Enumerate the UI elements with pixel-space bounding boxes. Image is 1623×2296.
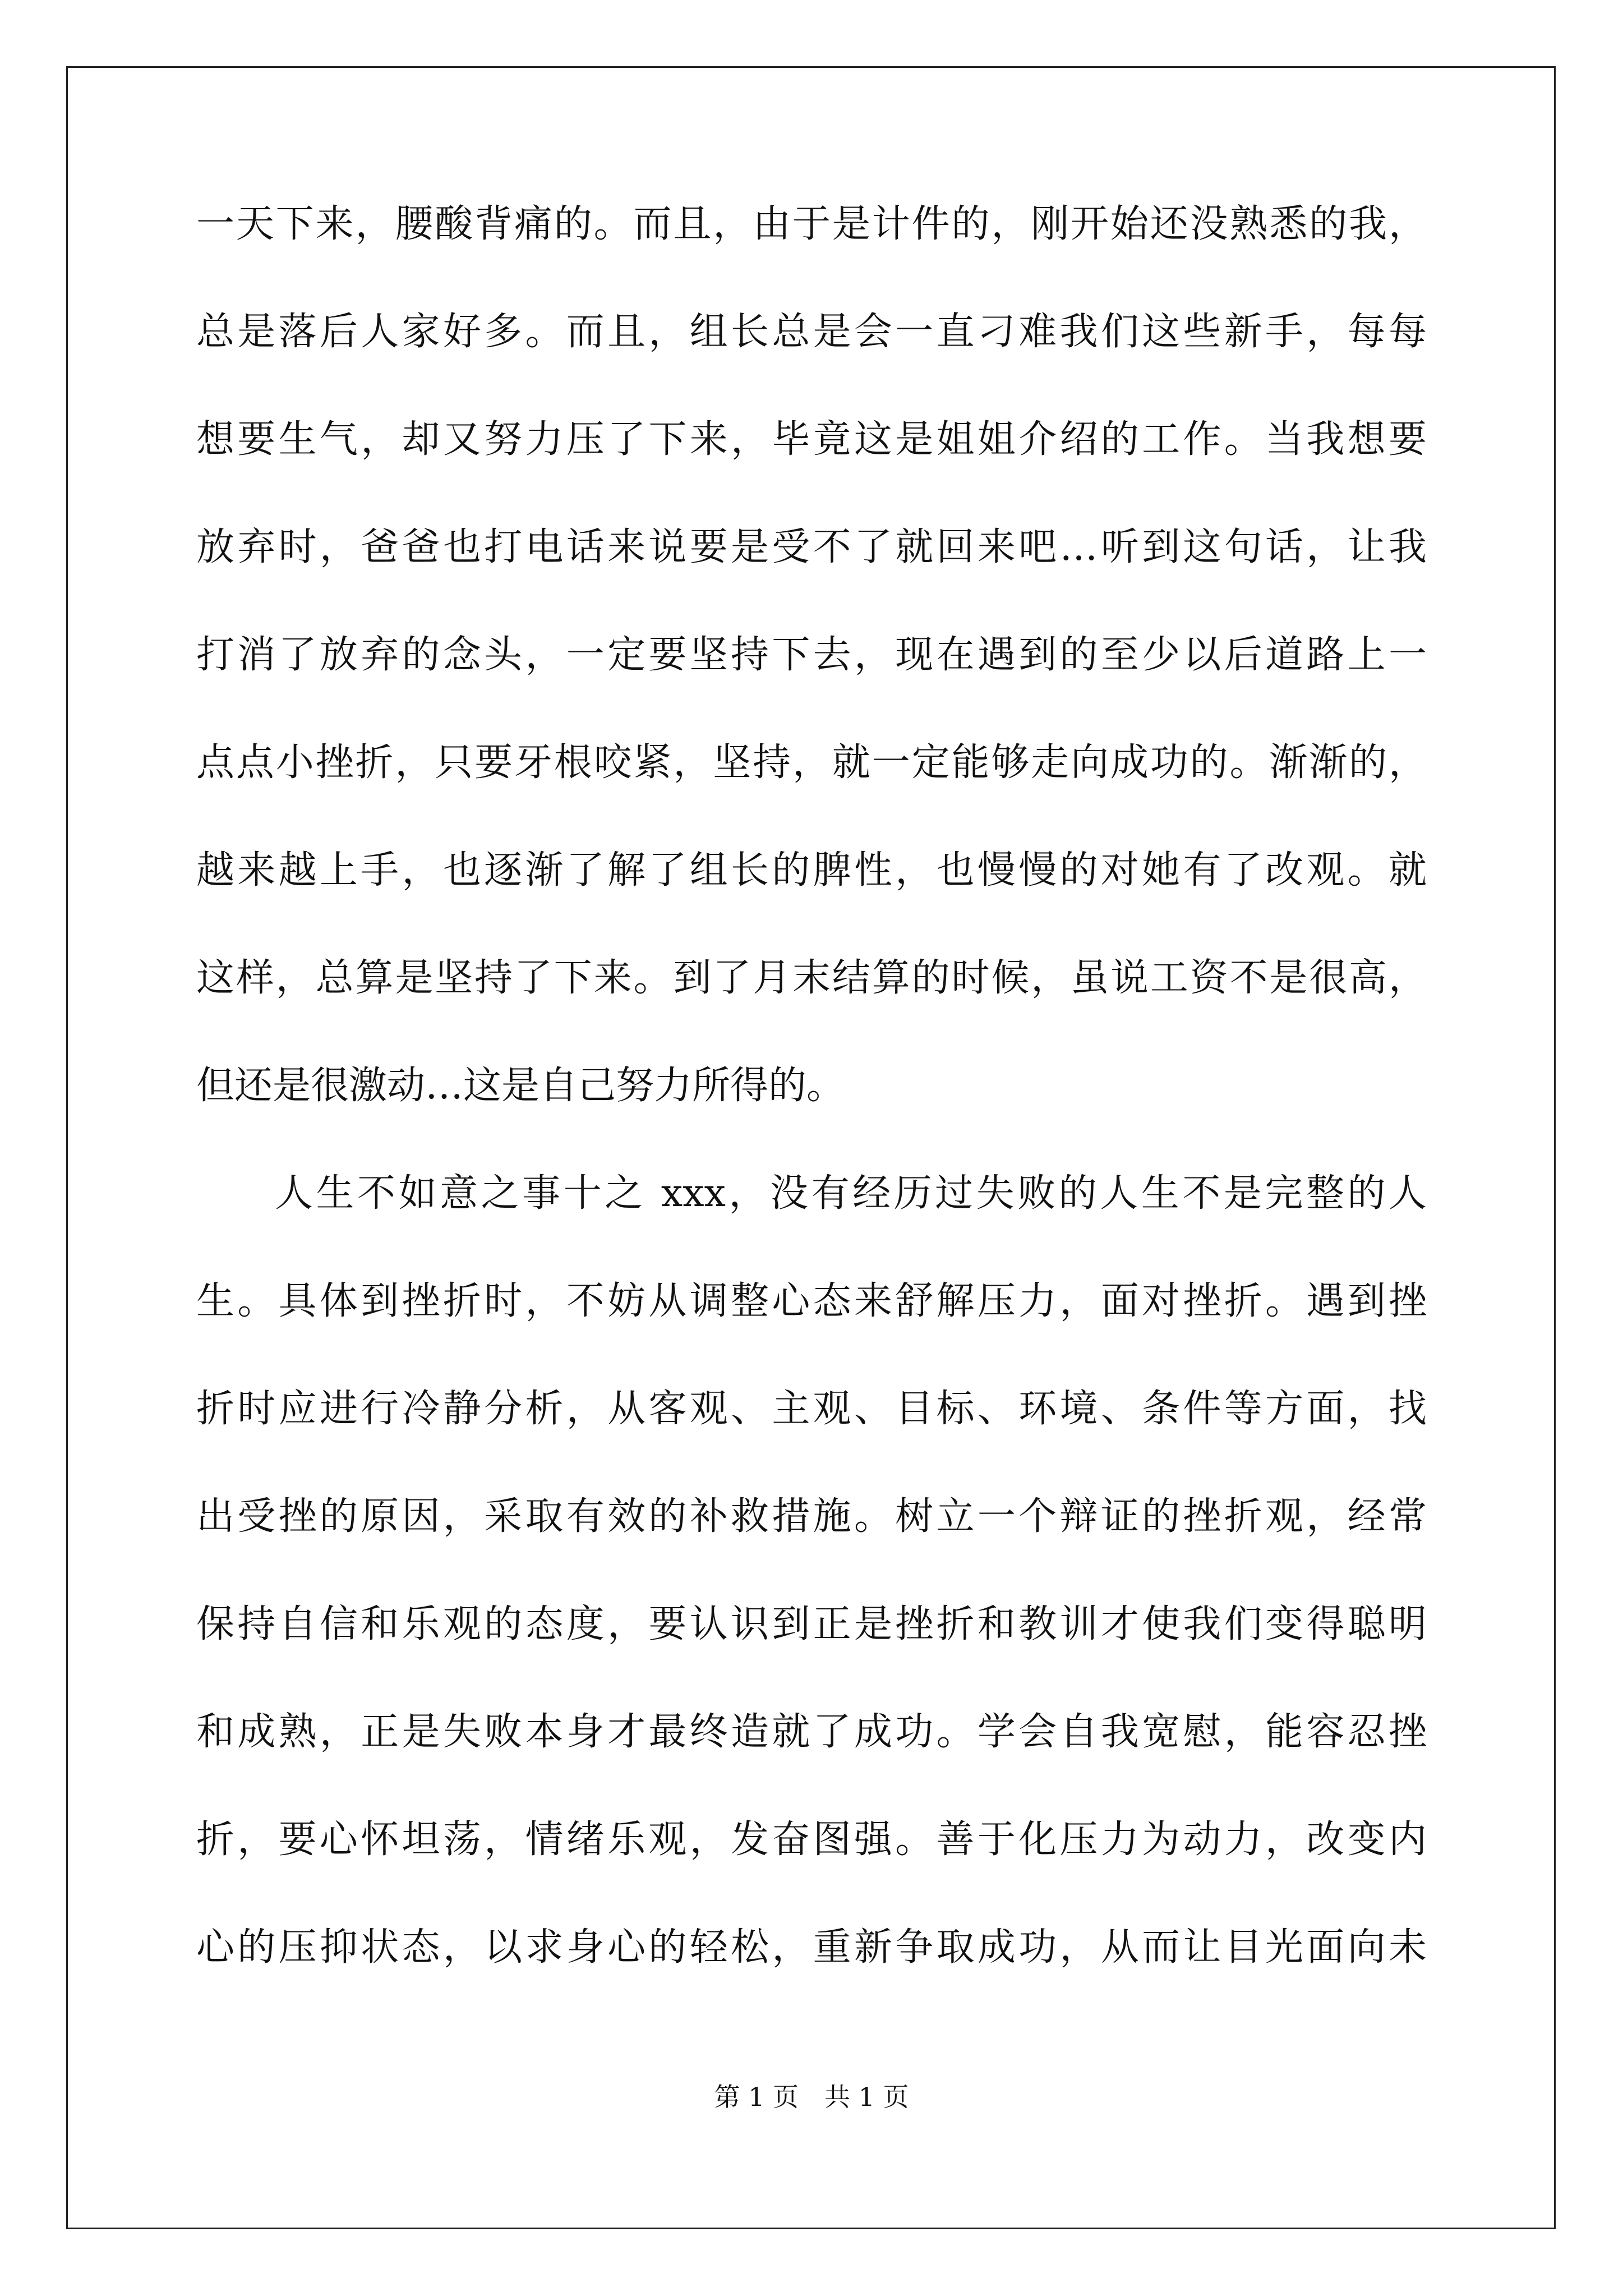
paragraph-1-line-2: 总是落后人家好多。而且，组长总是会一直刁难我们这些新手，每每 [196,310,1427,354]
paragraph-2-line-7: 折，要心怀坦荡，情绪乐观，发奋图强。善于化压力为动力，改变内 [196,1818,1427,1862]
paragraph-1-line-7: 越来越上手，也逐渐了解了组长的脾性，也慢慢的对她有了改观。就 [196,848,1427,892]
paragraph-1-line-1: 一天下来，腰酸背痛的。而且，由于是计件的，刚开始还没熟悉的我， [196,202,1427,246]
paragraph-1-line-9: 但还是很激动…这是自己努力所得的。 [196,1064,845,1108]
paragraph-1-line-4: 放弃时，爸爸也打电话来说要是受不了就回来吧…听到这句话，让我 [196,525,1427,569]
paragraph-2-line-6: 和成熟，正是失败本身才最终造就了成功。学会自我宽慰，能容忍挫 [196,1710,1427,1754]
paragraph-2-line-5: 保持自信和乐观的态度，要认识到正是挫折和教训才使我们变得聪明 [196,1602,1427,1646]
paragraph-2-line-8: 心的压抑状态，以求身心的轻松，重新争取成功，从而让目光面向未 [196,1925,1427,1970]
paragraph-1-line-8: 这样，总算是坚持了下来。到了月末结算的时候，虽说工资不是很高， [196,956,1427,1000]
paragraph-2-line-2: 生。具体到挫折时，不妨从调整心态来舒解压力，面对挫折。遇到挫 [196,1279,1427,1323]
paragraph-1-line-5: 打消了放弃的念头，一定要坚持下去，现在遇到的至少以后道路上一 [196,633,1427,677]
page-number-footer: 第 1 页 共 1 页 [714,2082,909,2112]
page-border [66,66,1556,2229]
paragraph-1-line-6: 点点小挫折，只要牙根咬紧，坚持，就一定能够走向成功的。渐渐的， [196,740,1427,785]
paragraph-1-line-3: 想要生气，却又努力压了下来，毕竟这是姐姐介绍的工作。当我想要 [196,417,1427,462]
paragraph-2-line-3: 折时应进行冷静分析，从客观、主观、目标、环境、条件等方面，找 [196,1387,1427,1431]
paragraph-2-line-1: 人生不如意之事十之 xxx，没有经历过失败的人生不是完整的人 [275,1171,1427,1216]
paragraph-2-line-4: 出受挫的原因，采取有效的补救措施。树立一个辩证的挫折观，经常 [196,1494,1427,1539]
